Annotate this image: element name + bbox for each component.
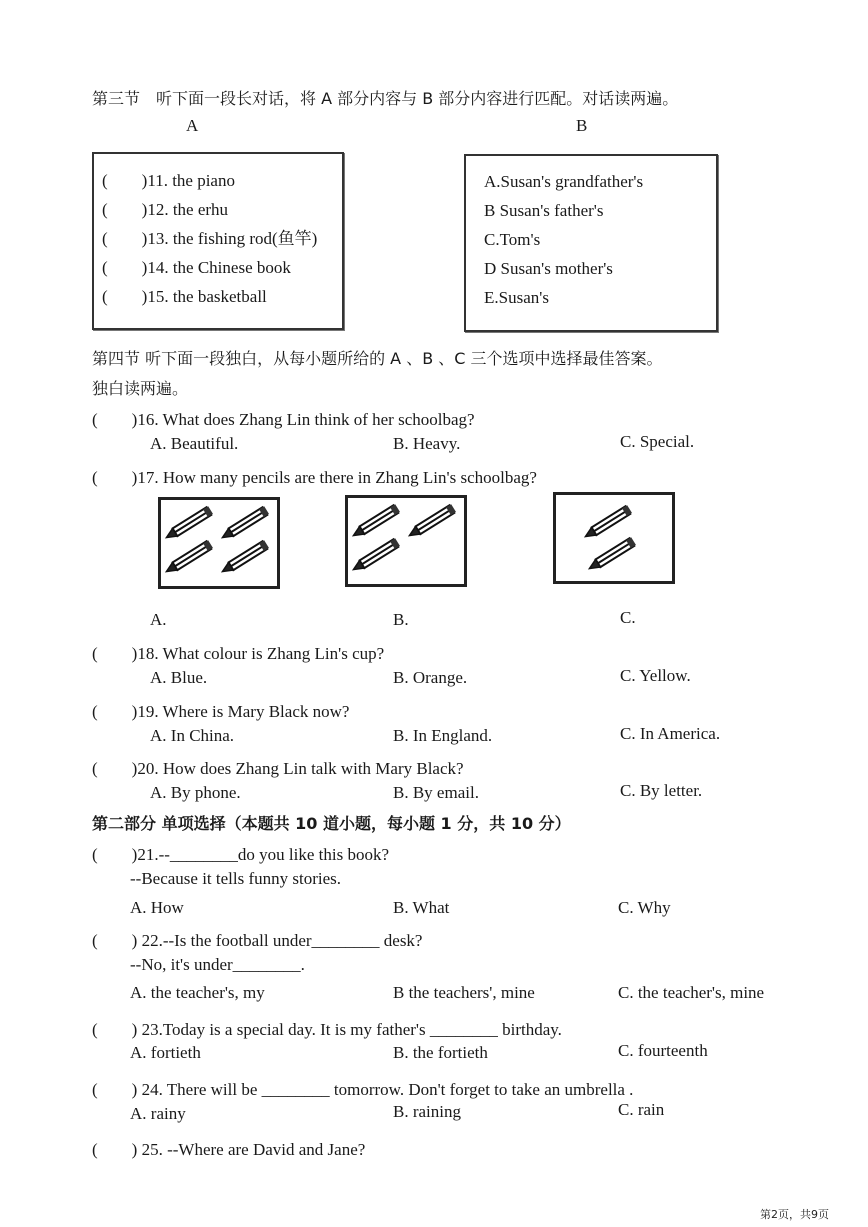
pencils-four-image — [161, 500, 277, 586]
pencil-icon — [220, 540, 269, 575]
q19-option-c: C. In America. — [620, 724, 721, 743]
q17-option-b: B. — [393, 610, 409, 629]
column-b-box — [464, 154, 718, 332]
pencil-icon — [164, 506, 213, 541]
column-b-label: B — [576, 116, 588, 135]
pencil-icon — [164, 540, 213, 575]
match-item-13: ( )13. the fishing rod(鱼竿) — [102, 229, 318, 248]
q22-option-b: B the teachers', mine — [393, 983, 535, 1002]
match-option-c: C.Tom's — [484, 230, 541, 249]
question-16: ( )16. What does Zhang Lin think of her schoolbag? — [92, 410, 475, 429]
q18-option-a: A. Blue. — [150, 668, 208, 687]
q24-option-c: C. rain — [618, 1100, 665, 1119]
q16-option-c: C. Special. — [620, 432, 695, 451]
pencil-icon — [587, 537, 636, 572]
q22-option-c: C. the teacher's, mine — [618, 983, 765, 1002]
part2-heading: 第二部分 单项选择（本题共 10 道小题，每小题 1 分，共 10 分） — [92, 814, 571, 833]
q21-line2: --Because it tells funny stories. — [130, 869, 342, 888]
q21-option-c: C. Why — [618, 898, 671, 917]
question-19: ( )19. Where is Mary Black now? — [92, 702, 350, 721]
pencils-three-image — [348, 498, 464, 584]
pencil-icon — [407, 504, 456, 539]
pencil-picture-c — [553, 492, 675, 584]
match-item-15: ( )15. the basketball — [102, 287, 267, 306]
q21-option-b: B. What — [393, 898, 450, 917]
match-item-11: ( )11. the piano — [102, 171, 235, 190]
section3-heading: 第三节 听下面一段长对话，将 A 部分内容与 B 部分内容进行匹配。对话读两遍。 — [92, 89, 679, 108]
pencil-icon — [220, 506, 269, 541]
match-item-12: ( )12. the erhu — [102, 200, 229, 219]
q17-option-a: A. — [150, 610, 167, 629]
q19-option-a: A. In China. — [150, 726, 235, 745]
question-22: ( ) 22.--Is the football under________ desk? — [92, 931, 423, 950]
q22-option-a: A. the teacher's, my — [130, 983, 265, 1002]
match-option-d: D Susan's mother's — [484, 259, 613, 278]
pencils-two-image — [556, 495, 672, 581]
match-item-14: ( )14. the Chinese book — [102, 258, 291, 277]
question-24: ( ) 24. There will be ________ tomorrow. Don't forget to take an umbrella . — [92, 1080, 634, 1099]
q18-option-c: C. Yellow. — [620, 666, 691, 685]
match-option-e: E.Susan's — [484, 288, 549, 307]
q18-option-b: B. Orange. — [393, 668, 468, 687]
q16-option-a: A. Beautiful. — [150, 434, 239, 453]
page-footer: 第2页，共9页 — [760, 1208, 829, 1221]
column-a-box — [92, 152, 344, 330]
question-20: ( )20. How does Zhang Lin talk with Mary Black? — [92, 759, 464, 778]
section4-heading-line2: 独白读两遍。 — [92, 379, 189, 398]
column-a-label: A — [186, 116, 199, 135]
q20-option-c: C. By letter. — [620, 781, 703, 800]
q22-line2: --No, it's under________. — [130, 955, 305, 974]
pencil-icon — [351, 504, 400, 539]
pencil-icon — [583, 505, 632, 540]
q24-option-a: A. rainy — [130, 1104, 186, 1123]
q20-option-a: A. By phone. — [150, 783, 241, 802]
question-18: ( )18. What colour is Zhang Lin's cup? — [92, 644, 385, 663]
q16-option-b: B. Heavy. — [393, 434, 461, 453]
pencil-picture-a — [158, 497, 280, 589]
q17-option-c: C. — [620, 608, 636, 627]
q21-option-a: A. How — [130, 898, 184, 917]
match-option-a: A.Susan's grandfather's — [484, 172, 644, 191]
q19-option-b: B. In England. — [393, 726, 493, 745]
question-21: ( )21.--________do you like this book? — [92, 845, 389, 864]
q24-option-b: B. raining — [393, 1102, 461, 1121]
question-25: ( ) 25. --Where are David and Jane? — [92, 1140, 366, 1159]
q23-option-b: B. the fortieth — [393, 1043, 488, 1062]
question-17: ( )17. How many pencils are there in Zhang Lin's schoolbag? — [92, 468, 537, 487]
pencil-icon — [351, 538, 400, 573]
section4-heading: 第四节 听下面一段独白，从每小题所给的 A 、B 、C 三个选项中选择最佳答案。 — [92, 349, 663, 368]
match-option-b: B Susan's father's — [484, 201, 604, 220]
pencil-picture-b — [345, 495, 467, 587]
q23-option-c: C. fourteenth — [618, 1041, 708, 1060]
q20-option-b: B. By email. — [393, 783, 479, 802]
q23-option-a: A. fortieth — [130, 1043, 201, 1062]
question-23: ( ) 23.Today is a special day. It is my father's ________ birthday. — [92, 1020, 562, 1039]
